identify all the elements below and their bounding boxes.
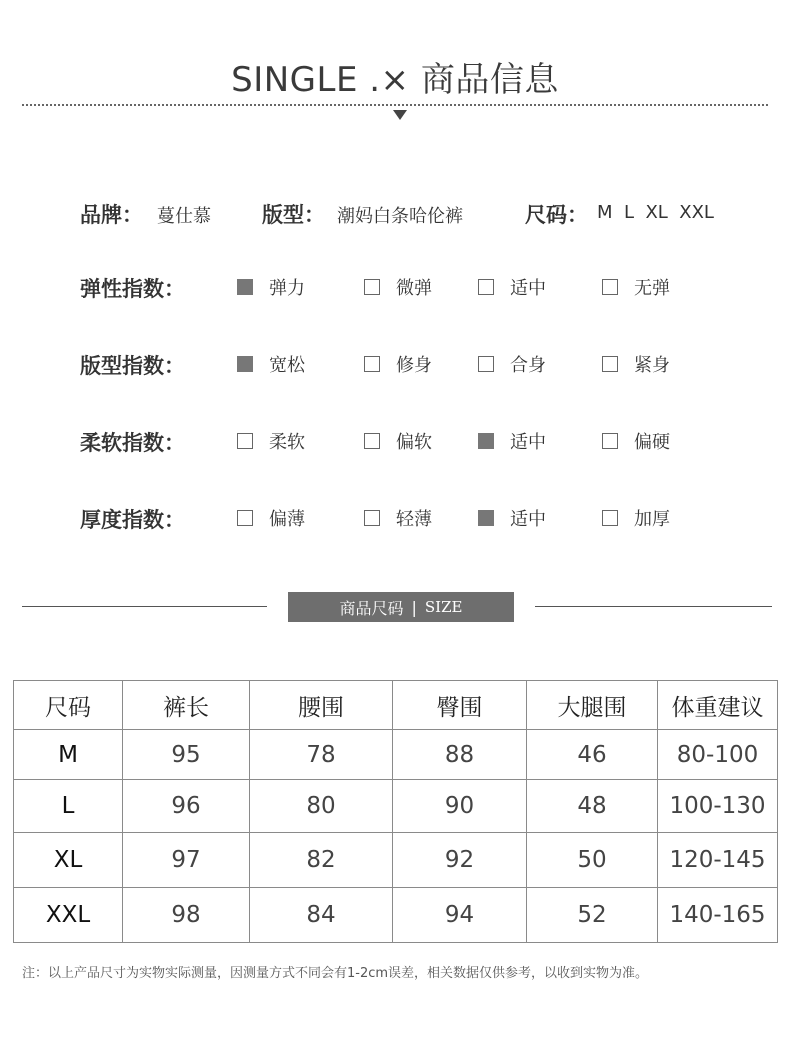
triangle-down-icon (393, 110, 407, 120)
property-option[interactable] (237, 351, 305, 377)
property-option-label: 适中 (510, 432, 546, 453)
property-option[interactable] (478, 428, 546, 454)
property-option-label: 适中 (510, 278, 546, 299)
table-cell: 84 (250, 888, 393, 943)
header-cell: 臀围 (393, 681, 527, 730)
property-option[interactable] (602, 351, 670, 377)
header-cell: 体重建议 (658, 681, 778, 730)
section-line-left (22, 606, 267, 607)
checkbox-icon[interactable] (364, 510, 380, 526)
table-cell: 100-130 (658, 780, 778, 833)
property-label: 柔软指数： (80, 431, 185, 455)
table-cell: 97 (123, 833, 250, 888)
header-cell: 大腿围 (527, 681, 658, 730)
checkbox-icon[interactable] (602, 433, 618, 449)
brand-label: 品牌： (80, 203, 143, 227)
property-option[interactable] (364, 351, 432, 377)
property-option-label: 偏薄 (269, 509, 305, 530)
property-option-label: 合身 (510, 355, 546, 376)
table-cell: XXL (14, 888, 123, 943)
table-cell: 120-145 (658, 833, 778, 888)
table-cell: L (14, 780, 123, 833)
size-table-header (14, 681, 778, 730)
checkbox-icon[interactable] (478, 279, 494, 295)
table-cell: 94 (393, 888, 527, 943)
footnote: 注：以上产品尺寸为实物实际测量，因测量方式不同会有1-2cm误差，相关数据仅供参考，以收到实物为准。 (22, 966, 649, 981)
checkbox-icon[interactable] (478, 356, 494, 372)
checked-checkbox-icon[interactable] (478, 433, 494, 449)
table-cell: 78 (250, 730, 393, 780)
table-cell: 92 (393, 833, 527, 888)
property-option-label: 柔软 (269, 432, 305, 453)
property-label: 弹性指数： (80, 277, 185, 301)
checkbox-icon[interactable] (237, 510, 253, 526)
table-cell: 98 (123, 888, 250, 943)
size-label: 尺码： (525, 203, 588, 227)
checkbox-icon[interactable] (364, 433, 380, 449)
table-cell: XL (14, 833, 123, 888)
table-row (14, 833, 778, 888)
size-title-cn: 商品尺码 (339, 598, 404, 618)
property-option-label: 微弹 (396, 278, 432, 299)
table-cell: 95 (123, 730, 250, 780)
property-option[interactable] (237, 428, 305, 454)
property-option[interactable] (478, 274, 546, 300)
table-cell: 82 (250, 833, 393, 888)
table-cell: 140-165 (658, 888, 778, 943)
property-option[interactable] (602, 274, 670, 300)
table-cell: 48 (527, 780, 658, 833)
property-option-label: 修身 (396, 355, 432, 376)
checkbox-icon[interactable] (237, 433, 253, 449)
table-cell: 88 (393, 730, 527, 780)
table-row (14, 780, 778, 833)
property-option[interactable] (237, 274, 305, 300)
property-option-label: 加厚 (634, 509, 670, 530)
checkbox-icon[interactable] (602, 510, 618, 526)
property-option-label: 宽松 (269, 355, 305, 376)
table-row (14, 888, 778, 943)
property-option-label: 偏硬 (634, 432, 670, 453)
property-option[interactable] (602, 428, 670, 454)
property-option[interactable] (478, 351, 546, 377)
size-title-separator: | (411, 597, 417, 617)
property-label: 版型指数： (80, 354, 185, 378)
header-cell: 腰围 (250, 681, 393, 730)
property-option-label: 无弹 (634, 278, 670, 299)
property-label: 厚度指数： (80, 508, 185, 532)
header-cell: 尺码 (14, 681, 123, 730)
checked-checkbox-icon[interactable] (237, 356, 253, 372)
property-option[interactable] (602, 505, 670, 531)
property-option-label: 轻薄 (396, 509, 432, 530)
property-option[interactable] (237, 505, 305, 531)
property-option-label: 弹力 (269, 278, 305, 299)
page-title: SINGLE .× 商品信息 (231, 60, 559, 100)
property-option-label: 偏软 (396, 432, 432, 453)
table-cell: 90 (393, 780, 527, 833)
checkbox-icon[interactable] (602, 356, 618, 372)
table-row (14, 730, 778, 780)
table-cell: 96 (123, 780, 250, 833)
property-option[interactable] (364, 274, 432, 300)
property-option[interactable] (478, 505, 546, 531)
property-option[interactable] (364, 505, 432, 531)
checkbox-icon[interactable] (364, 279, 380, 295)
checkbox-icon[interactable] (364, 356, 380, 372)
size-section-title (288, 592, 514, 622)
section-line-right (535, 606, 772, 607)
style-label: 版型： (262, 203, 325, 227)
style-value: 潮妈白条哈伦裤 (337, 206, 463, 227)
dotted-divider (22, 104, 768, 106)
checkbox-icon[interactable] (602, 279, 618, 295)
brand-value: 蔓仕慕 (157, 206, 211, 227)
table-cell: M (14, 730, 123, 780)
table-cell: 46 (527, 730, 658, 780)
size-value: M L XL XXL (597, 202, 714, 223)
checked-checkbox-icon[interactable] (237, 279, 253, 295)
table-cell: 80 (250, 780, 393, 833)
header-cell: 裤长 (123, 681, 250, 730)
size-table (13, 680, 778, 943)
table-cell: 52 (527, 888, 658, 943)
size-title-en: SIZE (424, 598, 463, 616)
checked-checkbox-icon[interactable] (478, 510, 494, 526)
property-option[interactable] (364, 428, 432, 454)
table-cell: 50 (527, 833, 658, 888)
table-cell: 80-100 (658, 730, 778, 780)
property-option-label: 适中 (510, 509, 546, 530)
property-option-label: 紧身 (634, 355, 670, 376)
